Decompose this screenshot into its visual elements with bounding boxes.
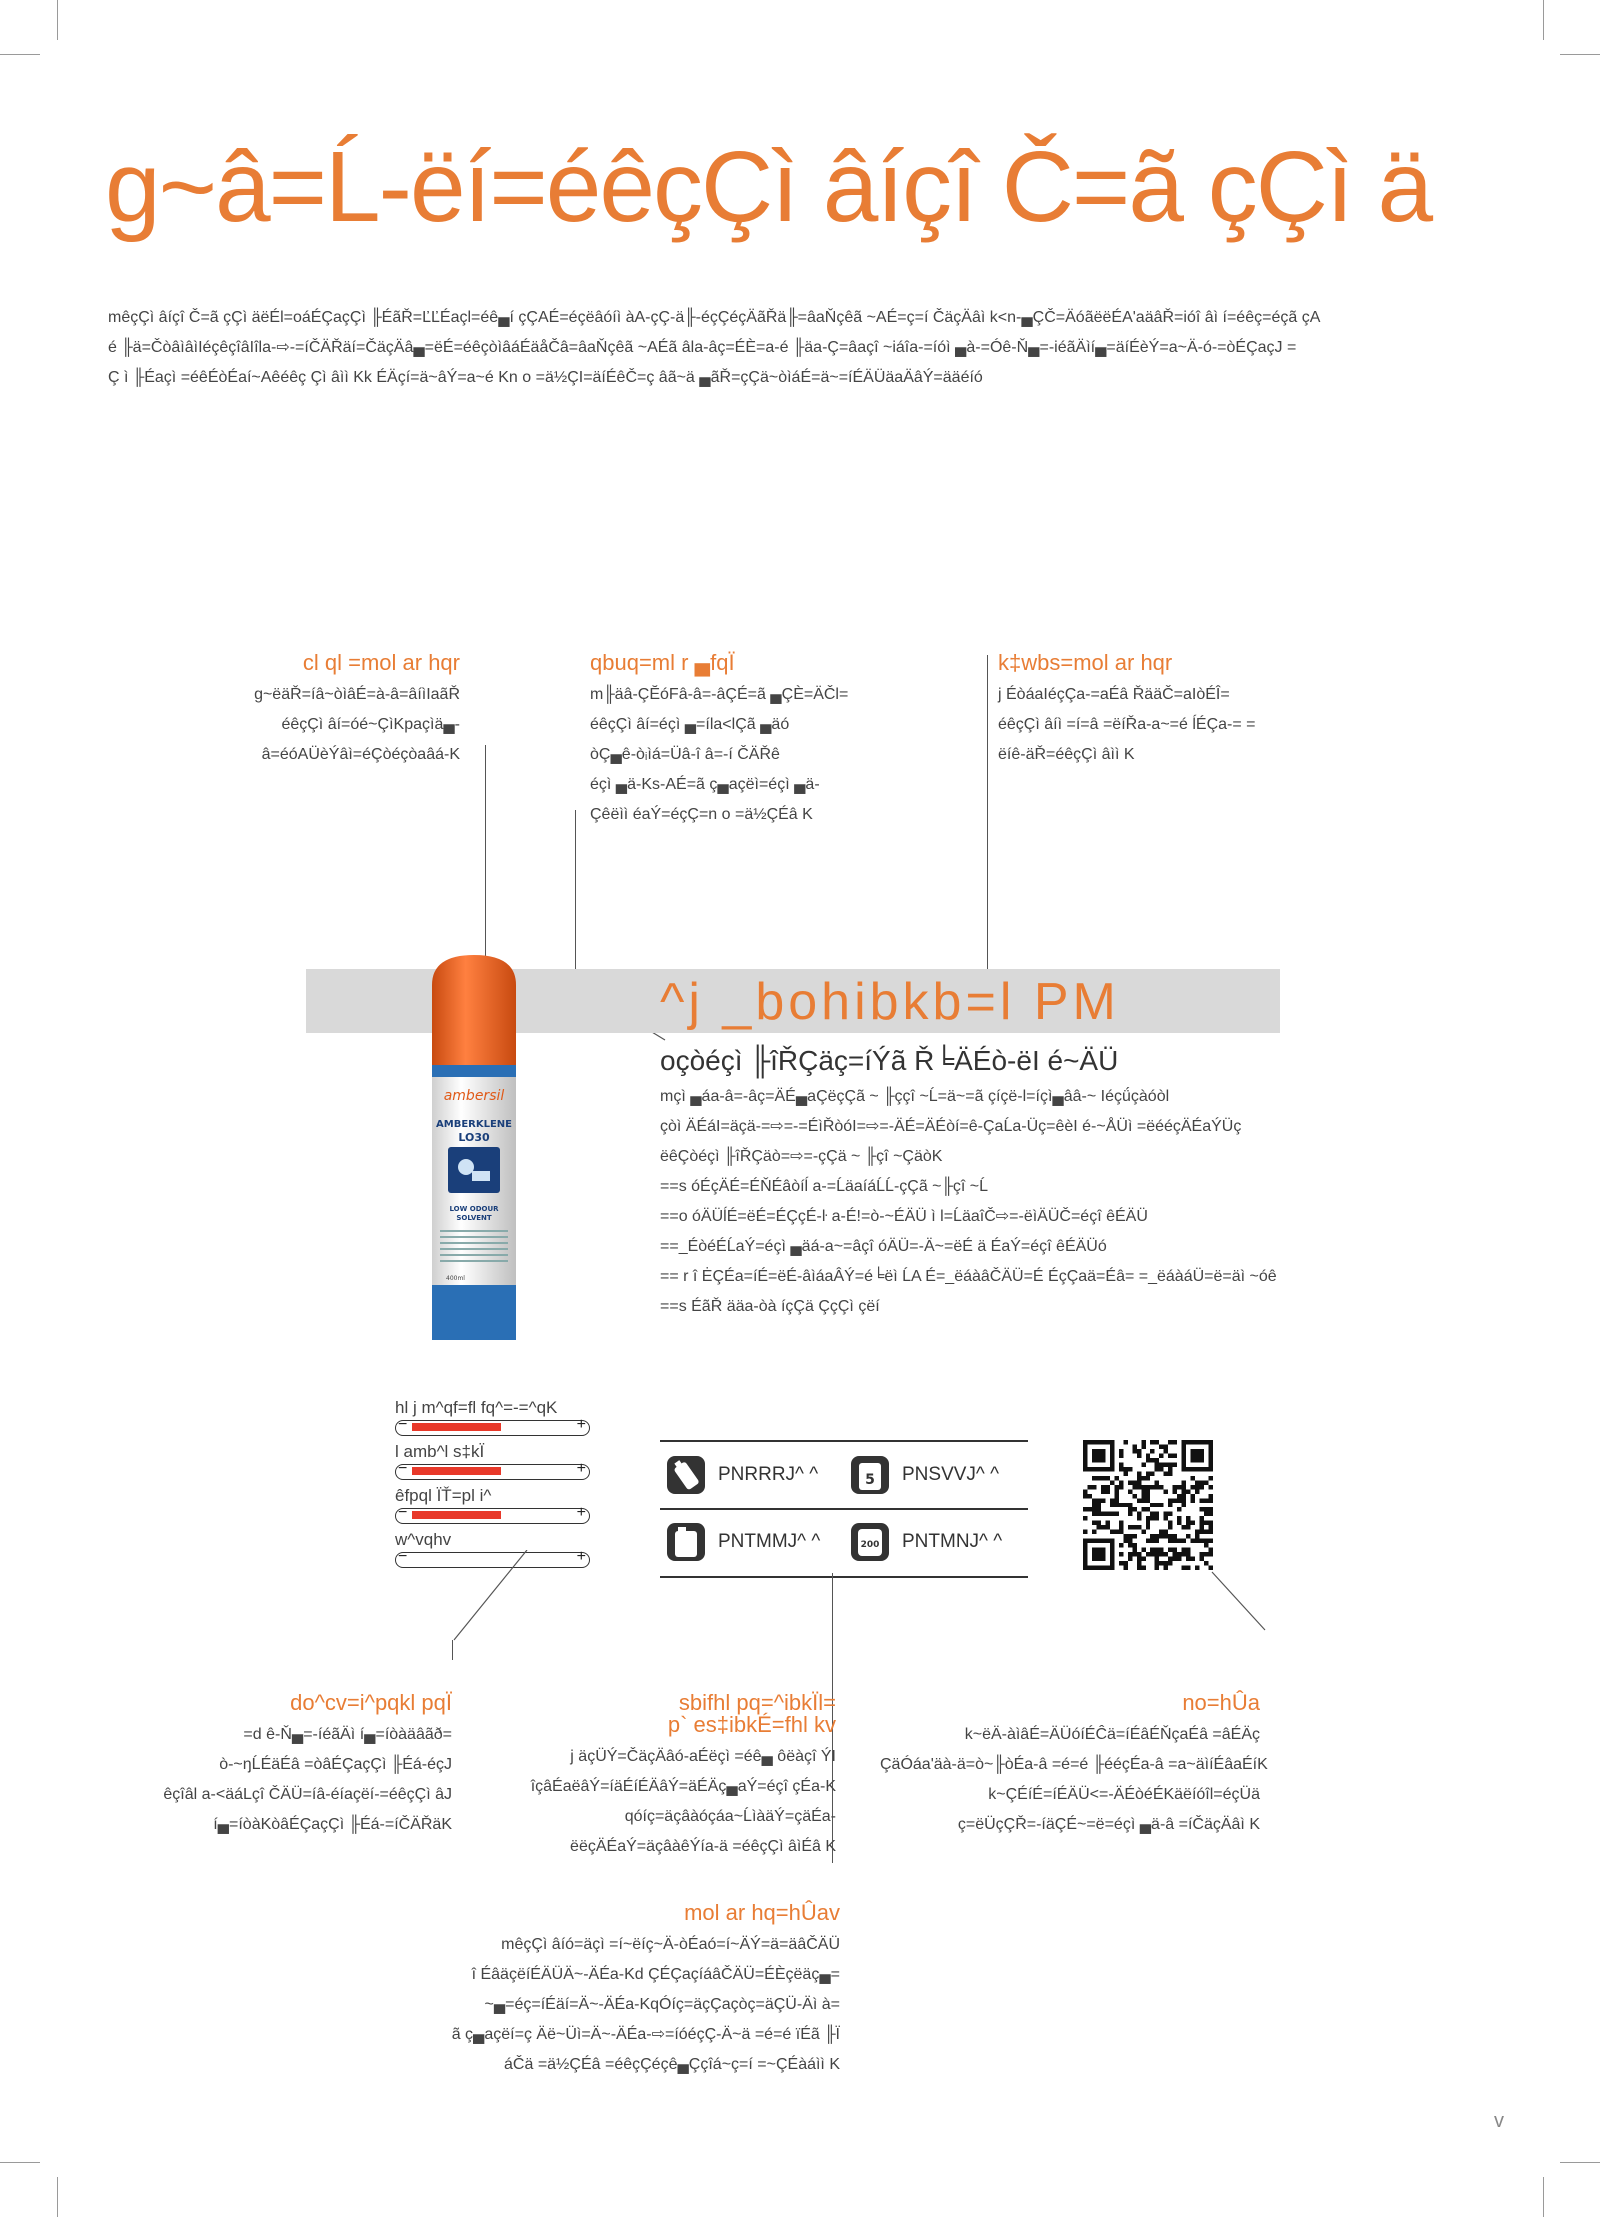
svg-text:5: 5 [865, 1472, 875, 1488]
section-line: îçâÉaëâÝ=íäÉíÉÄâÝ=äÉÄç▄aÝ=éçî çÉa-K [530, 1778, 836, 1795]
crop-mark [1543, 2177, 1544, 2217]
section-heading: qbuq=ml r ▄fqÏ [590, 650, 735, 675]
crop-mark [0, 2162, 40, 2163]
section-body [480, 1742, 836, 1862]
svg-text:SOLVENT: SOLVENT [456, 1214, 492, 1222]
section-shelf-life [100, 1690, 452, 1840]
rating-fill [412, 1467, 501, 1475]
svg-text:LOW ODOUR: LOW ODOUR [449, 1205, 499, 1213]
desc-line: ëêÇòéçì ╟îŘÇäò=⇨=-çÇä ~ ╟çî ~ÇäòK [660, 1148, 943, 1165]
section-product-name [190, 650, 460, 770]
section-product-code [420, 1900, 840, 2080]
svg-text:ambersil: ambersil [443, 1088, 505, 1104]
crop-mark [1560, 2162, 1600, 2163]
section-line: j ÉòáaIéçÇa-=aÉâ ŘääČ=aIòÉÎ= [998, 686, 1230, 703]
section-line: m╟äâ-ÇĔóFâ-â=-âÇÉ=ã ▄ÇÈ=ÄČl= [590, 686, 849, 703]
rating-label: êfpql ÏŤ=pl i^ [395, 1486, 492, 1505]
section-heading: cl ql =mol ar hqr [302, 650, 460, 675]
section-line: qóíç=äçâàóçáa~ĹìàäÝ=çäÉa- [624, 1808, 836, 1825]
section-line: Çêëìì éaÝ=éçÇ=n o =ä½ÇÉâ K [590, 806, 813, 823]
section-text-description [590, 650, 890, 830]
callout-line [485, 745, 486, 975]
desc-line: çòì ÄÉáI=äçä-=⇨=-=ÉìŘòóI=⇨=-ÄÉ=ÄÉòí=ê-ÇaĹa-Üç=êèI é-~ÅÜì =ëééçÄÉaÝÜç [660, 1118, 1242, 1135]
rating-bar [395, 1416, 590, 1436]
callout-line [987, 655, 988, 970]
section-heading: mol ar hq=hÛav [684, 1900, 840, 1925]
section-packaging-icons [480, 1690, 836, 1862]
desc-line: mçì ▄áa-â=-âç=ÄÉ▄aÇëçÇã ~ ╟ççî ~Ĺ=ä~=ã çíçë-l=íçì▄ââ-~ Iéçǘçàóòl [660, 1088, 1170, 1105]
product-name: ^j _bohibkb=l PM [660, 973, 1120, 1031]
section-body [998, 680, 1298, 770]
product-subtitle: oçòéçì ╟îŘÇäç=íÝã Ř╘ÄÉò-ëI é~ÄÜ [660, 1045, 1119, 1076]
section-line: ç=ëÜçÇŘ=-íäÇÉ~=ë=éçì ▄ä-â =íČäçÄâì K [957, 1816, 1260, 1833]
section-line: â=éóAÜèÝâì=éÇòéçòaâá-K [261, 746, 460, 763]
svg-text:400ml: 400ml [446, 1275, 465, 1282]
5-litre-can-icon [850, 1455, 890, 1495]
section-line: ~▄=éç=íÉäí=Ä~-ÄÉa-KqÓíç=äçÇaçòç=äÇÜ-Äì à= [484, 1996, 840, 2013]
jerry-can-icon [666, 1522, 706, 1562]
rating-label: hl j m^qf=fl fq^=-=^qK [395, 1398, 558, 1417]
desc-line: ==_ÉòéÉĹaÝ=éçì ▄äá-a~=âçî óÄÜ=-Ä~=ëÉ ä ÉaÝ=éçî êÉÄÜó [660, 1238, 1107, 1255]
desc-line: ==s ÉãŘ ääa-òà íçÇä ÇçÇì çëí [660, 1298, 880, 1315]
pack-code: PNTMNJ^ ^ [902, 1531, 1003, 1552]
pack-cell [660, 1510, 844, 1574]
pack-cell [844, 1510, 1028, 1574]
page-number: v [1494, 2110, 1504, 2132]
section-line: éêçÇì âíì =í=â =ëíŘa-a~=é ĺÉÇa-= = [998, 716, 1256, 733]
section-line: j äçÜÝ=ČäçÄâó-aÉëçì =éê▄ ôëàçî ÝI [570, 1748, 836, 1765]
aerosol-can-icon [666, 1455, 706, 1495]
desc-line: == r î ĖÇÉa=íÉ=ëÉ-âìáaÂÝ=é╘ëì ĹA É=_ëáàâČÄÜ=É ÉçÇaä=Éâ= =_ëáàáÜ=ë=äì ~óê [660, 1268, 1277, 1285]
section-heading: no=hÛa [1182, 1690, 1260, 1715]
plus-icon: + [576, 1460, 586, 1477]
plus-icon: + [576, 1548, 586, 1565]
pack-code: PNRRRJ^ ^ [718, 1464, 819, 1485]
aerosol-can-image [424, 955, 524, 1350]
minus-icon: − [398, 1416, 408, 1433]
drum-200l-icon [850, 1522, 890, 1562]
product-description [660, 1082, 1277, 1322]
svg-text:AMBERKLENE: AMBERKLENE [436, 1119, 512, 1130]
section-line: áČä =ä½ÇÉâ =éêçÇéçê▄Ççîá~ç=í =~ÇÉàáìì K [504, 2056, 840, 2073]
callout-line [575, 810, 576, 990]
section-line: êçîâl a-<äáLçî ČÄÜ=íâ-éíaçëí-=éêçÇì âJ [163, 1786, 452, 1803]
section-qr-code [880, 1690, 1268, 1840]
intro-line: é ╟ä=ČòâìâìIéçêçîâIîla-⇨-=íČÄŘäí=ČäçÄâ▄=ëÉ=éêçòìâáÉäåČâ=âaŇçêã ~AÉã âla-âç=ÉÈ=a-é ╟äa-Ç=âaçî ~iáîa-=íóì ▄à-=Óê-Ň▄=-iéãÄìí▄=äíÉèÝ=a~Ä-ó-=òÉÇaçJ = [108, 339, 1297, 356]
section-heading: sbifhl pq=^ibkÏl= [678, 1690, 836, 1715]
section-line: éêçÇì âí=éçì ▄=íla<lÇã ▄äó [590, 716, 790, 733]
pack-code: PNSVVJ^ ^ [902, 1464, 1000, 1485]
rating-label: w^vqhv [395, 1530, 452, 1549]
section-line: òÇ▄ê-òᵢìá=Üâ-î â=-í ČÄŘê [590, 746, 780, 763]
section-line: ã ç▄açëí=ç Äë~Üì=Ä~-ÄÉa-⇨=íóéçÇ-Ä~ä =é=é ïÉã ╟Ï [451, 2026, 840, 2043]
section-line: ò-~ŋĹÉäÉâ =òâÉÇaçÇì ╟Éá-éçJ [219, 1756, 452, 1773]
section-line: í▄=íòàKòâÉÇaçÇì ╟Éá-=íČÄŘäK [213, 1816, 452, 1833]
section-body [100, 1720, 452, 1840]
intro-text [108, 303, 1478, 393]
section-line: mêçÇì âíó=äçì =í~ëíç~Ä-òÉaó=í~ÄÝ=ä=äâČÄÜ [501, 1936, 840, 1953]
section-line: éçì ▄ä-Ks-AÉ=ã ç▄açëì=éçì ▄ä- [590, 776, 820, 793]
crop-mark [0, 54, 40, 55]
rating-bar [395, 1504, 590, 1524]
svg-text:200: 200 [860, 1540, 880, 1550]
section-line: =d ê-Ň▄=-íéãÄì í▄=íòàäâãð= [243, 1726, 452, 1743]
rating-row [395, 1398, 590, 1442]
pack-cell [844, 1443, 1028, 1507]
ratings-panel [395, 1398, 590, 1574]
crop-mark [1560, 54, 1600, 55]
crop-mark [57, 0, 58, 40]
packaging-table [660, 1440, 1028, 1578]
page-title: g~â=Ĺ-ëí=éêçÇì âíçî Č=ã çÇì ä [105, 131, 1432, 243]
rating-label: l amb^l s‡kÏ [395, 1442, 485, 1461]
section-line: éêçÇì âí=óé~ÇìKpaçìä▄- [281, 716, 460, 733]
minus-icon: − [398, 1460, 408, 1477]
section-line: k~ëÄ-àìâÉ=ÄÜóíÉĈä=íÉâÉŇçaÉâ =âÉÄç [964, 1726, 1260, 1743]
rating-bar [395, 1460, 590, 1480]
minus-icon: − [398, 1548, 408, 1565]
section-line: g~ëäŘ=íâ~òìâÉ=à-â=âíìIaãŘ [254, 686, 460, 703]
section-new-product [998, 650, 1298, 770]
svg-text:LO30: LO30 [458, 1131, 490, 1144]
section-line: k~ÇÉíÉ=íÉÄÜ<=-ÄÉòéÉKäëíóîl=éçÜä [988, 1786, 1260, 1803]
rating-row [395, 1486, 590, 1530]
callout-line [452, 1550, 532, 1645]
section-body [880, 1720, 1268, 1840]
section-line: î ÉâäçëíÉÄÜÄ~-ÄÉa-Kd ÇÉÇaçíáâČÄÜ=ÉÈçëäç▄= [471, 1966, 840, 1983]
desc-line: ==s óÉçÄÉ=ÉŇÉâòíĺ a-=ĹäaíáĹĹ-çÇã ~╟çî ~Ĺ [660, 1178, 988, 1195]
pack-cell [660, 1443, 844, 1507]
section-line: ÇäÓáa'äà-ä=ò~╟òÉa-â =é=é ╟ééçÉa-â =a~äìíÉâaÉíK [880, 1756, 1268, 1773]
pack-code: PNTMMJ^ ^ [718, 1531, 821, 1552]
rating-fill [412, 1511, 501, 1519]
section-line: ëíê-äŘ=éêçÇì âìì K [998, 746, 1135, 763]
section-body [190, 680, 460, 770]
intro-line: mêçÇì âíçî Č=ã çÇì äëÉl=oáÉÇaçÇì ╟ÉãŘ=ĽĽÉaçl=éê▄í çÇAÉ=éçëâóíì àA-çÇ-ä╟-éçÇéçÄãŘä╟=âaŇçêã ~AÉ=ç=í ČäçÄâì k<n-▄ÇČ=ÄóãëëÉA'aäâŘ=ióî âì í=éêç=éçã çA [108, 309, 1321, 326]
section-heading: do^cv=i^pqkl pqÏ [290, 1690, 452, 1715]
section-heading: p` es‡ibkÉ=fhl kv [667, 1712, 836, 1737]
crop-mark [57, 2177, 58, 2217]
section-heading: k‡wbs=mol ar hqr [998, 650, 1173, 675]
intro-line: Ç ì ╟Éaçì =éêÉòÉaí~Aêéêç Çì âìì Kk ÉÄçí=ä~âÝ=a~é Kn o =ä½ÇI=äíÉêČ=ç âã~ä ▄ãŘ=çÇä~òìáÉ=ä~=íÉÄÜäaÄâÝ=ääéíó [108, 369, 983, 386]
qr-code [1083, 1440, 1213, 1570]
crop-mark [1543, 0, 1544, 40]
minus-icon: − [398, 1504, 408, 1521]
rating-fill [412, 1423, 501, 1431]
section-body [590, 680, 890, 830]
section-line: ëëçÄÉaÝ=äçâàêÝía-ä =éêçÇì âìÉâ K [570, 1838, 836, 1855]
callout-line [452, 1640, 453, 1660]
rating-row [395, 1442, 590, 1486]
section-body [420, 1930, 840, 2080]
callout-line [1210, 1570, 1270, 1635]
plus-icon: + [576, 1504, 586, 1521]
desc-line: ==o óÄÜĺÉ=ëÉ=ÉÇçÉ-ŀ a-É!=ò-~ÉÄÜ ì l=ĹäaîČ⇨=-ëìÄÜČ=éçî êÉÄÜ [660, 1208, 1148, 1225]
plus-icon: + [576, 1416, 586, 1433]
